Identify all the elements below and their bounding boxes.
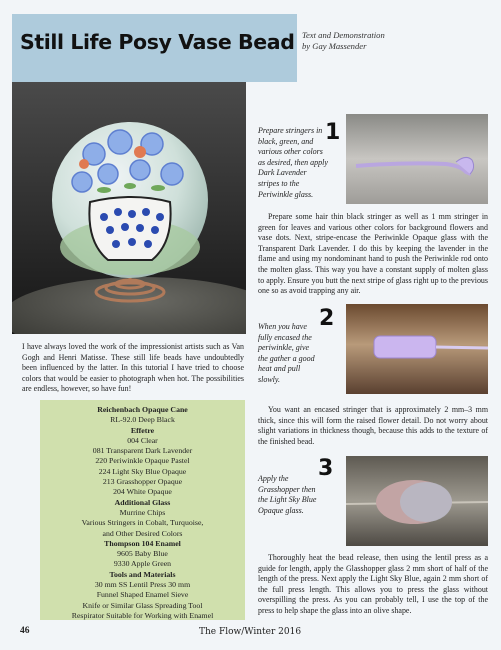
material-item: Knife or Similar Glass Spreading Tool (82, 600, 203, 610)
material-item: Murrine Chips (119, 507, 166, 517)
article-title: Still Life Posy Vase Bead (20, 30, 295, 54)
material-item: 004 Clear (127, 435, 158, 445)
page-number: 46 (20, 626, 30, 636)
material-item: 081 Transparent Dark Lavender (92, 446, 193, 456)
material-item: 220 Periwinkle Opaque Pastel (95, 456, 190, 466)
step-1-caption: Prepare stringers in black, green, and various other colors as desired, then apply Dark Lavender stripes to the Periwinkle glass. (258, 126, 328, 199)
materials-list (40, 400, 245, 620)
step-3-photo (346, 456, 488, 546)
step-3-caption: Apply the Grasshopper then the Light Sky Blue Opaque glass. (258, 474, 317, 515)
material-item: Funnel Shaped Enamel Sieve (96, 590, 189, 600)
material-item: Various Stringers in Cobalt, Turquoise, (81, 518, 204, 528)
step-2-photo (346, 304, 488, 394)
material-item: and Other Desired Colors (102, 528, 183, 538)
step-2-number: 2 (319, 306, 335, 331)
materials-heading-thompson: Thompson 104 Enamel (104, 538, 181, 548)
bead-illustration (12, 82, 246, 334)
material-item: 204 White Opaque (113, 487, 172, 497)
step-1-photo (346, 114, 488, 204)
materials-heading-effetre: Effetre (130, 425, 155, 435)
step-1-number: 1 (325, 120, 341, 145)
step-3-illustration (346, 456, 488, 546)
byline (302, 30, 482, 52)
main-bead-photo (12, 82, 246, 334)
step-1-text: Prepare some hair thin black stringer as well as 1 mm stringer in green for leaves and various other colors for background flowers and vase dots. Next, stripe-encase the Periwinkle Opaque glass with the Transparent Dark Lavender. I do this by keeping the lavender in the flame and using my nondominant hand to push the Periwinkle rod onto the molten glass. This way you have a constant supply of molten glass to apply. Ensure you butt the next stripe of glass right up to the previous one so as avoid trapping any air. (258, 212, 488, 296)
step-2-text: You want an encased stringer that is approximately 2 mm–3 mm thick, since this will form the raised flower detail. Do not worry about slight variations in thickness though, because this adds to the texture of the finished bead. (258, 405, 488, 446)
materials-heading-tools: Tools and Materials (109, 569, 176, 579)
material-item: 224 Light Sky Blue Opaque (98, 466, 187, 476)
material-item: 30 mm SS Lentil Press 30 mm (94, 580, 191, 590)
step-3-number: 3 (318, 456, 334, 481)
step-3-text: Thoroughly heat the bead release, then using the lentil press as a guide for length, apply the Glasshopper glass 2 mm short of half of the length of the press. Next apply the Light Sky Blue, again 2 mm short of the full press length. This allows you to press the glass without overspilling the press. As you can probably tell, I use the top of the press to help shape the glass into an olive shape. (258, 553, 488, 615)
byline-line-1: Text and Demonstration (302, 30, 385, 40)
materials-heading-reichenbach: Reichenbach Opaque Cane (97, 405, 188, 414)
material-item: 213 Grasshopper Opaque (102, 477, 183, 487)
materials-heading-additional: Additional Glass (114, 497, 171, 507)
magazine-footer: The Flow/Winter 2016 (199, 627, 302, 637)
step-1-illustration (346, 114, 488, 204)
step-2-illustration (346, 304, 488, 394)
step-2-caption: When you have fully encased the periwinkle, give the gather a good heat and pull slowly. (258, 322, 315, 384)
material-item: RL-92.0 Deep Black (110, 415, 175, 425)
byline-line-2: by Gay Massender (302, 41, 367, 51)
material-item: Respirator Suitable for Working with Enamel (71, 610, 214, 620)
intro-paragraph: I have always loved the work of the impressionist artists such as Van Gogh and Henri Matisse. These still life beads have undoubtedly been influenced by the latter. In this tutorial I have tried to choose colors that would be easier to photograph when hot. The possibilities are endless, however, so have fun! (22, 342, 244, 394)
material-item: 9330 Apple Green (113, 559, 172, 569)
material-item: 9605 Baby Blue (117, 549, 168, 559)
